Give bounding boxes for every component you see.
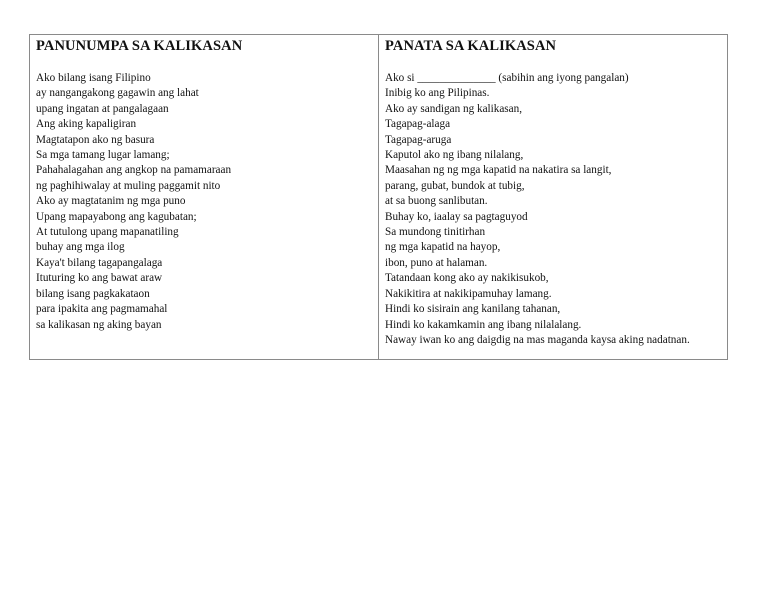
text-line: Inibig ko ang Pilipinas. — [385, 87, 490, 100]
text-line: Sa mga tamang lugar lamang; — [36, 149, 170, 162]
text-line: Kaputol ako ng ibang nilalang, — [385, 149, 524, 162]
text-line: Ako ay sandigan ng kalikasan, — [385, 102, 523, 115]
panunumpa-lines — [36, 71, 372, 333]
text-line: Magtatapon ako ng basura — [36, 133, 155, 146]
text-line: parang, gubat, bundok at tubig, — [385, 179, 525, 192]
text-line: para ipakita ang pagmamahal — [36, 303, 168, 316]
panunumpa-title: PANUNUMPA SA KALIKASAN — [36, 38, 243, 54]
panata-column — [379, 35, 727, 359]
text-line: Ang aking kapaligiran — [36, 118, 137, 131]
text-line: Tatandaan kong ako ay nakikisukob, — [385, 272, 549, 285]
text-line: Ako si ______________ (sabihin ang iyong pangalan) — [385, 72, 629, 84]
text-line: ay nangangakong gagawin ang lahat — [36, 87, 199, 100]
text-line: Tagapag-alaga — [385, 118, 451, 131]
text-line: Nakikitira at nakikipamuhay lamang. — [385, 287, 552, 300]
text-line: Buhay ko, iaalay sa pagtaguyod — [385, 210, 528, 223]
text-line: upang ingatan at pangalagaan — [36, 102, 169, 115]
text-line: Ako ay magtatanim ng mga puno — [36, 195, 186, 208]
text-line: Kaya't bilang tagapangalaga — [36, 256, 163, 269]
pledge-table — [29, 34, 728, 360]
text-line: buhay ang mga ilog — [36, 241, 125, 254]
text-line: at sa buong sanlibutan. — [385, 195, 488, 208]
text-line: Sa mundong tinitirhan — [385, 226, 486, 239]
text-line: Upang mapayabong ang kagubatan; — [36, 210, 197, 223]
text-line: Tagapag-aruga — [385, 133, 452, 146]
text-line: Maasahan ng ng mga kapatid na nakatira sa langit, — [385, 164, 612, 177]
text-line: Hindi ko sisirain ang kanilang tahanan, — [385, 303, 561, 316]
text-line: ng paghihiwalay at muling paggamit nito — [36, 179, 221, 192]
panata-lines — [385, 71, 721, 348]
text-line: Naway iwan ko ang daigdig na mas maganda kaysa aking nadatnan. — [385, 333, 690, 346]
text-line: sa kalikasan ng aking bayan — [36, 318, 162, 331]
panunumpa-column — [30, 35, 379, 359]
text-line: ng mga kapatid na hayop, — [385, 241, 501, 254]
panata-title: PANATA SA KALIKASAN — [385, 38, 557, 54]
text-line: ibon, puno at halaman. — [385, 256, 488, 269]
text-line: bilang isang pagkakataon — [36, 287, 150, 300]
text-line: Ituturing ko ang bawat araw — [36, 272, 163, 285]
text-line: Ako bilang isang Filipino — [36, 72, 151, 84]
text-line: Pahahalagahan ang angkop na pamamaraan — [36, 164, 232, 177]
text-line: Hindi ko kakamkamin ang ibang nilalalang. — [385, 318, 582, 331]
text-line: At tutulong upang mapanatiling — [36, 226, 179, 239]
